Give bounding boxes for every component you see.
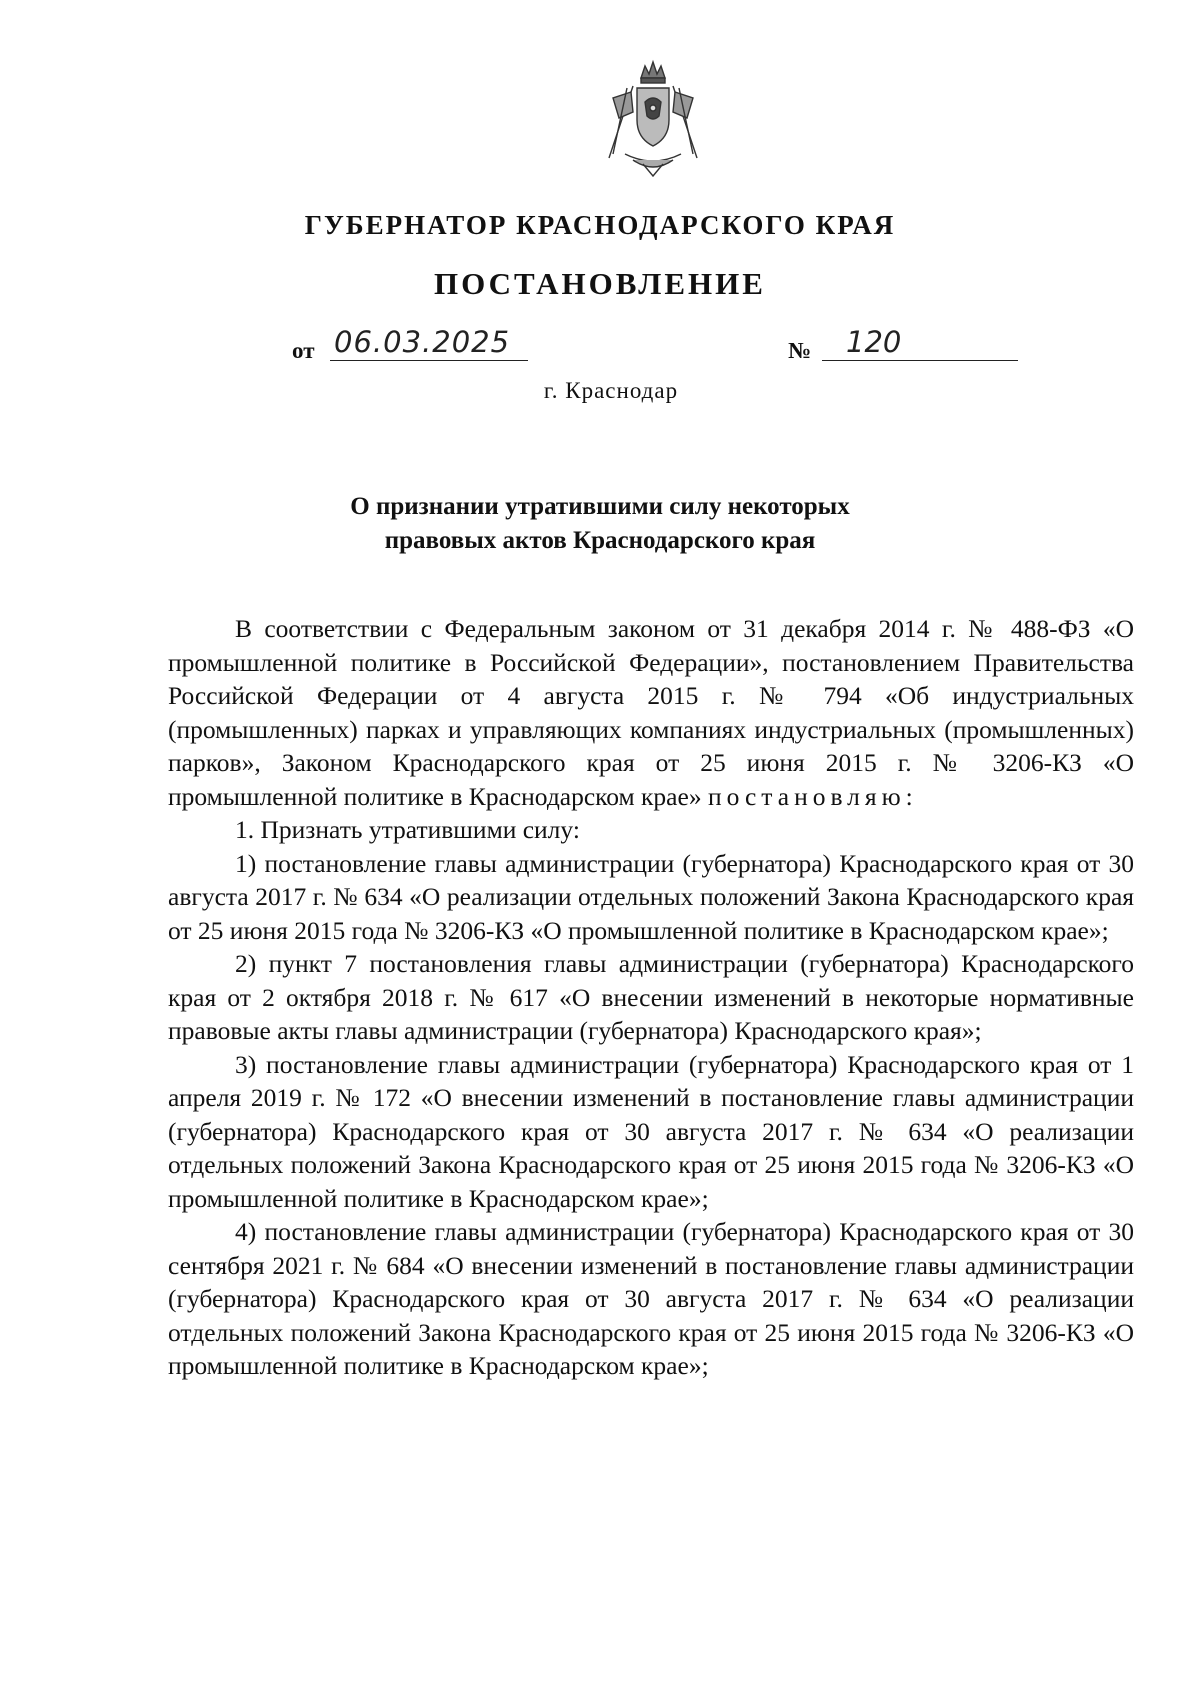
subitem-2: 2) пункт 7 постановления главы администрации (губернатора) Краснодарского края от 2 октября 2018 г. № 617 «О внесении изменений в некоторые нормативные правовые акты главы администрации (губернатора) Краснодарского края»; [168, 949, 1134, 1045]
date-number-row [0, 322, 1200, 366]
subitem-3: 3) постановление главы администрации (губернатора) Краснодарского края от 1 апреля 2019 г. № 172 «О внесении изменений в постановление главы администрации (губернатора) Краснодарского края от 30 августа 2017 г. № 634 «О реализации отдельных положений Закона Краснодарского края от 25 июня 2015 года № 3206-КЗ «О промышленной политике в Краснодарском крае»; [168, 1049, 1134, 1213]
document-number: 120 [822, 324, 1018, 361]
subitem-4: 4) постановление главы администрации (губернатора) Краснодарского края от 30 сентября 2021 г. № 684 «О внесении изменений в постановление главы администрации (губернатора) Краснодарского края от 30 августа 2017 г. № 634 «О реализации отдельных положений Закона Краснодарского края от 25 июня 2015 года № 3206-КЗ «О промышленной политике в Краснодарском крае»; [168, 1217, 1134, 1380]
document-title [0, 490, 1200, 558]
document-date: 06.03.2025 [330, 324, 528, 361]
subitem-1: 1) постановление главы администрации (губернатора) Краснодарского края от 30 августа 2017 г. № 634 «О реализации отдельных положений Закона Краснодарского края от 25 июня 2015 года № 3206-КЗ «О промышленной политике в Краснодарском крае»; [168, 848, 1134, 945]
preamble-paragraph [168, 612, 1134, 813]
krasnodar-krai-coat-of-arms-icon [603, 58, 703, 182]
title-line-2: правовых актов Краснодарского края [384, 527, 816, 554]
resolve-word: постановляю: [707, 781, 918, 811]
item-1: 1. Признать утратившими силу: [235, 815, 580, 844]
number-label: № [788, 338, 812, 363]
preamble-text: В соответствии с Федеральным законом от 31 декабря 2014 г. № 488-ФЗ «О промышленной политике в Российской Федерации», постановлением Правительства Российской Федерации от 4 августа 2015 г. № 794 «Об индустриальных (промышленных) парках и управляющих компаниях индустриальных (промышленных) парков», Законом Краснодарского края от 25 июня 2015 г. № 3206-КЗ «О промышленной политике в Краснодарском крае» [168, 614, 1134, 811]
issuing-authority: ГУБЕРНАТОР КРАСНОДАРСКОГО КРАЯ [304, 210, 896, 240]
title-line-1: О признании утратившими силу некоторых [350, 493, 850, 520]
issue-city: г. Краснодар [543, 378, 679, 403]
document-type: ПОСТАНОВЛЕНИЕ [434, 266, 766, 301]
document-body [168, 612, 1134, 1383]
date-label: от [292, 338, 315, 363]
